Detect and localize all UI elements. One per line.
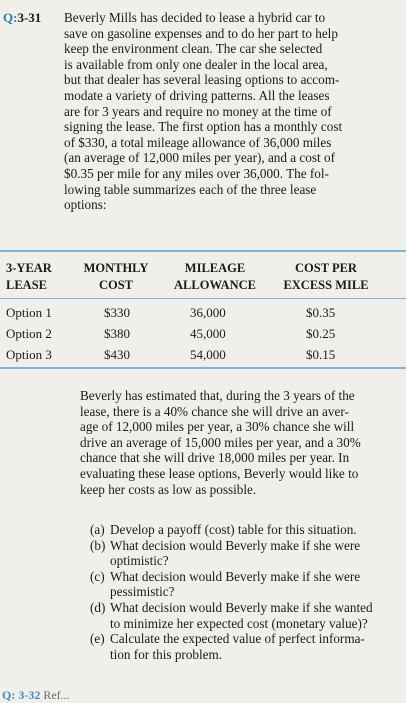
table-cell: 45,000 [190,326,226,341]
paragraph-line: chance that she will drive 18,000 miles per year. In [80,450,350,466]
question-part-c [90,569,396,600]
part-line: optimistic? [110,553,169,569]
problem-line: modate a variety of driving patterns. All the leases [64,87,330,103]
problem-line: of $330, a total mileage allowance of 36,000 miles [64,134,332,150]
part-line: Calculate the expected value of perfect informa- [110,631,365,647]
header-text: COST PER [295,261,357,275]
header-text: 3-YEAR [6,261,52,275]
part-line: pessimistic? [110,584,175,600]
problem-line: lowing table summarizes each of the three lease [64,181,317,197]
problem-line: are for 3 years and require no money at the time of [64,103,332,119]
question-part-a [90,522,396,538]
table-cell: Option 2 [6,326,52,341]
problem-number: 3-31 [17,10,42,25]
next-problem-text: Ref... [43,688,70,702]
part-line: to minimize her expected cost (monetary value)? [110,615,368,631]
problem-line: (an average of 12,000 miles per year), and a cost of [64,150,335,166]
paragraph-line: age of 12,000 miles per year, a 30% chance she will [80,419,355,435]
part-label: (e) [90,631,105,647]
table-cell: $0.35 [306,305,336,320]
header-monthly-cost [77,260,155,294]
table-cell: 36,000 [190,305,226,320]
part-line: What decision would Beverly make if she wanted [110,599,373,615]
header-text: ALLOWANCE [174,278,256,292]
header-lease [6,260,52,294]
header-text: LEASE [6,278,47,292]
question-part-e [90,631,396,662]
table-bottom-rule [0,367,406,369]
question-part-b [90,538,396,569]
problem-line: options: [64,197,107,213]
paragraph-line: Beverly has estimated that, during the 3 years of the [80,388,355,403]
paragraph-line: drive an average of 15,000 miles per year, and a 30% [80,434,361,450]
table-cell: Option 3 [6,347,52,362]
header-excess-mile [276,260,376,294]
table-cell: 54,000 [190,347,226,362]
paragraph-line: evaluating these lease options, Beverly would like to [80,465,359,481]
part-label: (d) [90,599,106,615]
question-icon: Q: [3,10,18,25]
part-line: What decision would Beverly make if she were [110,568,361,584]
header-text: EXCESS MILE [283,278,369,292]
scenario-paragraph [80,388,392,497]
table-header-rule [0,298,406,299]
paragraph-line: keep her costs as low as possible. [80,481,257,497]
header-text: MONTHLY [83,261,149,275]
part-label: (c) [90,568,105,584]
problem-line: save on gasoline expenses and to do her part to help [64,25,338,41]
problem-line: $0.35 per mile for any miles over 36,000. The fol- [64,165,329,181]
part-line: What decision would Beverly make if she were [110,537,361,553]
part-label: (b) [90,537,106,553]
header-mileage-allowance [168,260,262,294]
problem-statement [64,10,390,213]
table-cell: $330 [104,305,130,320]
problem-header [3,10,41,26]
problem-line: but that dealer has several leasing options to accom- [64,72,340,88]
question-part-d [90,600,396,631]
problem-line: keep the environment clean. The car she selected [64,41,323,57]
part-line: tion for this problem. [110,646,223,662]
table-cell: $0.25 [306,326,336,341]
part-line: Develop a payoff (cost) table for this situation. [110,522,357,537]
paragraph-line: lease, there is a 40% chance she will drive an aver- [80,403,349,419]
part-label: (a) [90,522,105,537]
next-problem-fragment [2,688,70,703]
next-problem-number: Q: 3-32 [2,688,41,702]
table-cell: $430 [104,347,130,362]
table-top-rule [0,250,406,252]
table-cell: $380 [104,326,130,341]
table-cell: $0.15 [306,347,336,362]
header-text: MILEAGE [184,261,246,275]
question-parts [90,522,396,662]
problem-line: is available from only one dealer in the local area, [64,56,328,72]
problem-line: Beverly Mills has decided to lease a hybrid car to [64,10,326,25]
problem-line: signing the lease. The first option has a monthly cost [64,119,343,135]
header-text: COST [98,278,134,292]
table-cell: Option 1 [6,305,52,320]
